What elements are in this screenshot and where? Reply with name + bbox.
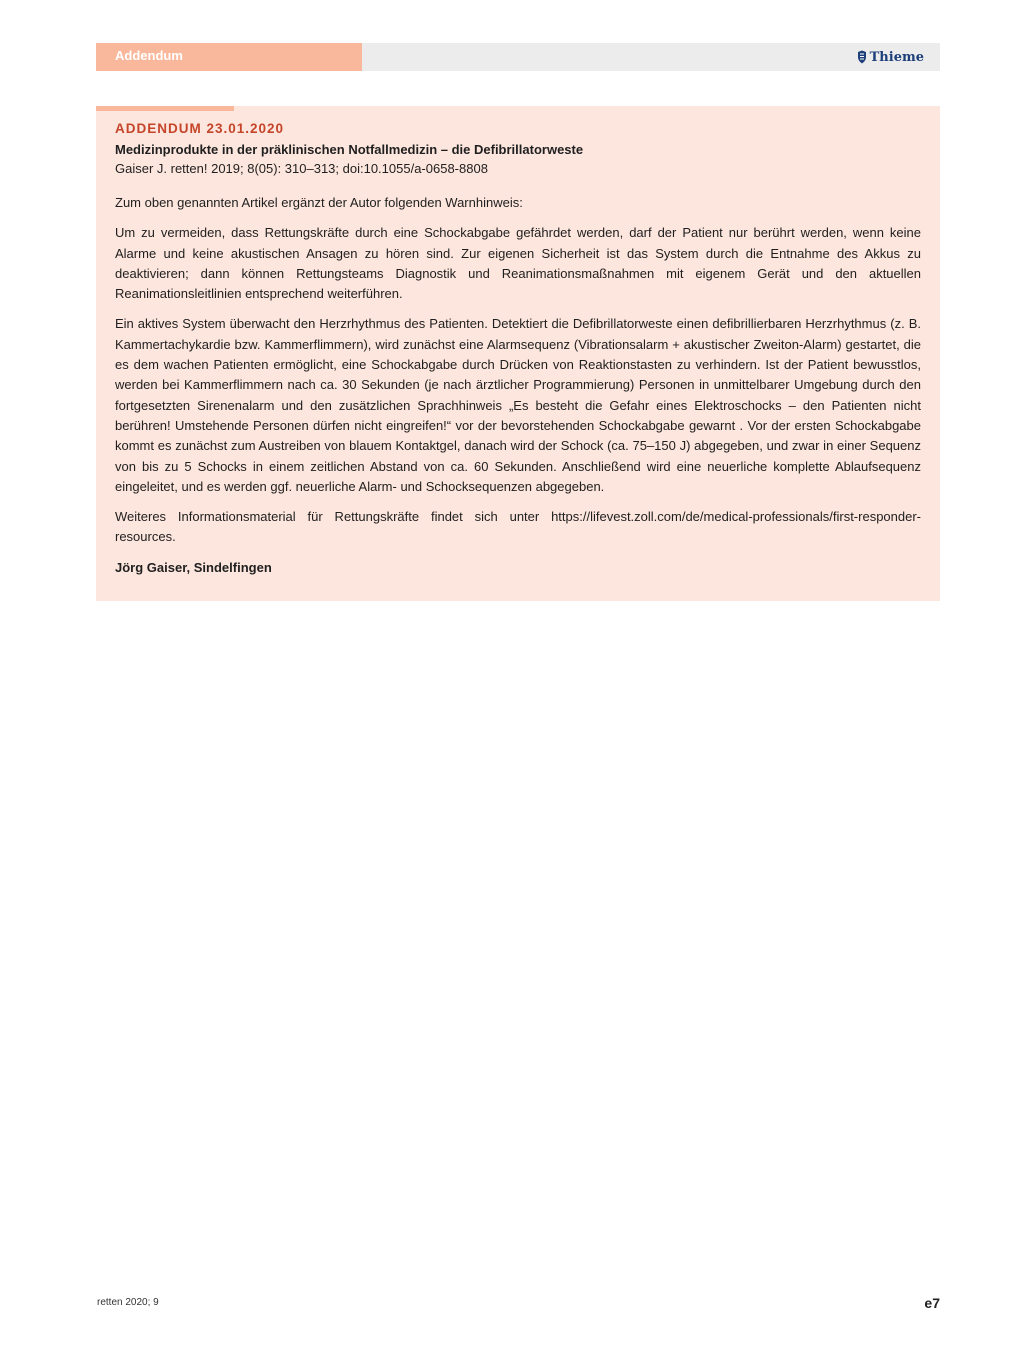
resources-paragraph: Weiteres Informationsmaterial für Rettungskräfte findet sich unter https://lifevest.zoll.com/de/medical-professionals/first-responder-resources. <box>115 509 921 545</box>
intro-paragraph: Zum oben genannten Artikel ergänzt der Autor folgenden Warnhinweis: <box>115 195 523 210</box>
box-accent-bar <box>96 106 234 111</box>
article-title: Medizinprodukte in der präklinischen Notfallmedizin – die Defibrillatorweste <box>115 142 584 157</box>
system-paragraph: Ein aktives System überwacht den Herzrhythmus des Patienten. Detektiert die Defibrillatorweste einen defibrillierbaren Herzrhythmus (z. B. Kammertachykardie bzw. Kammerflimmern), wird zunächst eine Alarmsequenz (Vibrationsalarm + akustischer Zweiton-Alarm) gestartet, die es dem wachen Patienten ermöglicht, eine Schockabgabe durch Drücken von Reaktionstasten zu verhindern. Ist der Patient bewusstlos, werden bei Kammerflimmern nach ca. 30 Sekunden (je nach ärztlicher Programmierung) Personen in unmittelbarer Umgebung durch den fortgesetzten Sirenenalarm und den zusätzlichen Sprachhinweis „Es besteht die Gefahr eines Elektroschocks – den Patienten nicht berühren! Umstehende Personen dürfen nicht eingreifen!“ vor der bevorstehenden Schockabgabe gewarnt . Vor der ersten Schockabgabe kommt es zunächst zum Austreiben von blauem Kontaktgel, danach wird der Schock (ca. 75–150 J) abgegeben, und zwar in einer Sequenz von bis zu 5 Schocks in einem zeitlichen Abstand von ca. 60 Sekunden. Anschließend wird eine neuerliche komplette Ablaufsequenz eingeleitet, und es werden ggf. neuerliche Alarm- und Schocksequenzen abgegeben. <box>115 316 921 494</box>
footer-journal: retten 2020; 9 <box>97 1297 159 1308</box>
publisher-name: Thieme <box>869 49 924 65</box>
page-number: e7 <box>924 1295 940 1311</box>
warning-paragraph: Um zu vermeiden, dass Rettungskräfte durch eine Schockabgabe gefährdet werden, darf der Patient nur berührt werden, wenn keine Alarme und keine akustischen Ansagen zu hören sind. Zur eigenen Sicherheit ist das System durch die Entnahme des Akkus zu deaktivieren; dann können Rettungsteams Diagnostik und Reanimationsmaßnahmen mit eigenem Gerät und den aktuellen Reanimationsleitlinien entsprechend weiterführen. <box>115 225 921 302</box>
addendum-label: ADDENDUM 23.01.2020 <box>115 121 285 136</box>
addendum-box <box>96 106 940 601</box>
running-header <box>96 43 940 71</box>
crest-icon <box>857 50 867 64</box>
section-label: Addendum <box>96 43 362 71</box>
author: Jörg Gaiser, Sindelfingen <box>115 559 272 575</box>
citation: Gaiser J. retten! 2019; 8(05): 310–313; doi:10.1055/a-0658-8808 <box>115 161 488 176</box>
publisher-logo <box>857 49 924 65</box>
